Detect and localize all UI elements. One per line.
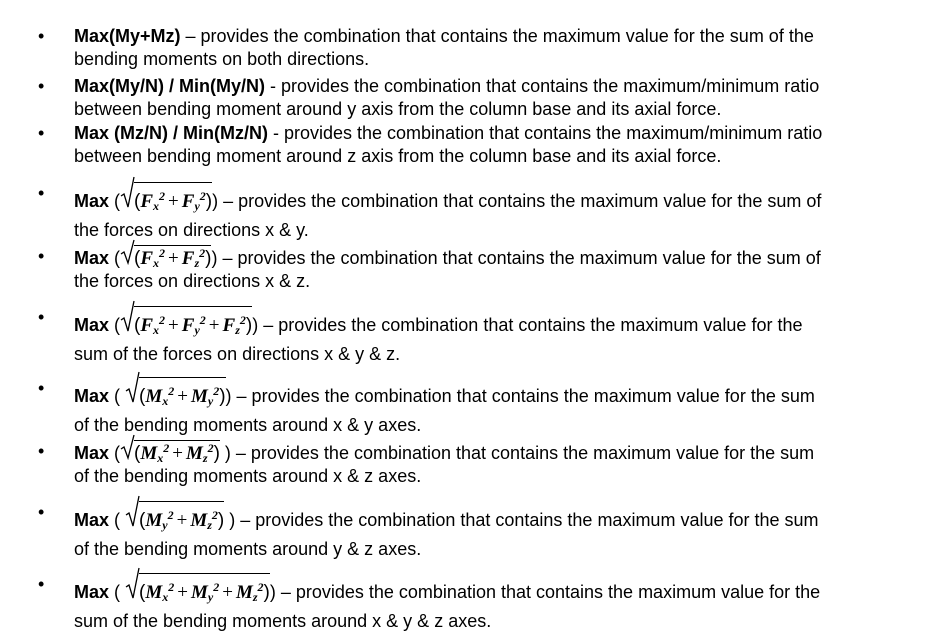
- item-description: ) – provides the combination that contains the maximum value for the sum: [219, 443, 815, 463]
- item-description: – provides the combination that contains the maximum value for the: [258, 315, 803, 335]
- item-description-cont: between bending moment around y axis from the column base and its axial force.: [74, 99, 722, 119]
- item-description: – provides the combination that contains the maximum value for the sum of: [217, 248, 821, 268]
- item-description: - provides the combination that contains the maximum/minimum ratio: [267, 123, 823, 143]
- item-label: Max: [74, 443, 110, 463]
- bullet: •: [38, 378, 45, 398]
- item-description-cont: the forces on directions x & z.: [74, 271, 311, 291]
- formula: ( $(F_x^2 + F_y^2)$): [114, 191, 218, 211]
- item-description-cont: of the bending moments around x & y axes.: [74, 415, 422, 435]
- item-text: [74, 440, 914, 488]
- item-text: [74, 182, 914, 242]
- formula: ( $(M_x^2 + M_y^2 + M_z^2)$): [114, 582, 276, 602]
- item-description-cont: of the bending moments around y & z axes.: [74, 539, 422, 559]
- item-label: Max(My/N) / Min(My/N): [74, 76, 265, 96]
- bullet: •: [38, 441, 45, 461]
- bullet: •: [38, 307, 45, 327]
- item-label: Max: [74, 582, 110, 602]
- item-text: [74, 25, 914, 71]
- item-description: – provides the combination that contains the maximum value for the sum: [231, 386, 815, 406]
- item-text: [74, 75, 914, 121]
- item-text: [74, 306, 914, 366]
- item-label: Max: [74, 315, 110, 335]
- item-description-cont: the forces on directions x & y.: [74, 220, 309, 240]
- item-description: ) – provides the combination that contains the maximum value for the sum: [224, 510, 819, 530]
- item-description-cont: bending moments on both directions.: [74, 49, 370, 69]
- item-description: – provides the combination that contains the maximum value for the sum of: [218, 191, 822, 211]
- item-text: [74, 122, 914, 168]
- bullet: •: [38, 26, 45, 46]
- item-description-cont: sum of the bending moments around x & y & z axes.: [74, 611, 492, 631]
- item-label: Max: [74, 510, 110, 530]
- item-text: [74, 501, 914, 561]
- formula: ( $(F_x^2 + F_z^2)$): [114, 248, 217, 268]
- formula: ( $(M_x^2 + M_y^2)$): [114, 386, 232, 406]
- item-text: [74, 573, 914, 633]
- bullet: •: [38, 123, 45, 143]
- item-description: – provides the combination that contains the maximum value for the: [275, 582, 821, 602]
- bullet: •: [38, 183, 45, 203]
- bullet: •: [38, 502, 45, 522]
- item-label: Max(My+Mz): [74, 26, 181, 46]
- bullet: •: [38, 246, 45, 266]
- item-description: – provides the combination that contains the maximum value for the sum of the: [180, 26, 814, 46]
- item-label: Max: [74, 248, 110, 268]
- item-description: - provides the combination that contains the maximum/minimum ratio: [265, 76, 820, 96]
- item-label: Max: [74, 191, 110, 211]
- item-text: [74, 377, 914, 437]
- item-description-cont: sum of the forces on directions x & y & z.: [74, 344, 401, 364]
- bullet: •: [38, 574, 45, 594]
- formula: ( $(M_y^2 + M_z^2)$: [114, 510, 224, 530]
- item-label: Max: [74, 386, 110, 406]
- formula: ( $(M_x^2 + M_z^2)$: [114, 443, 220, 463]
- formula: ( $(F_x^2 + F_y^2 + F_z^2)$): [114, 315, 258, 335]
- bullet: •: [38, 76, 45, 96]
- item-text: [74, 245, 914, 293]
- item-description-cont: between bending moment around z axis from the column base and its axial force.: [74, 146, 722, 166]
- item-label: Max (Mz/N) / Min(Mz/N): [74, 123, 268, 143]
- item-description-cont: of the bending moments around x & z axes.: [74, 466, 422, 486]
